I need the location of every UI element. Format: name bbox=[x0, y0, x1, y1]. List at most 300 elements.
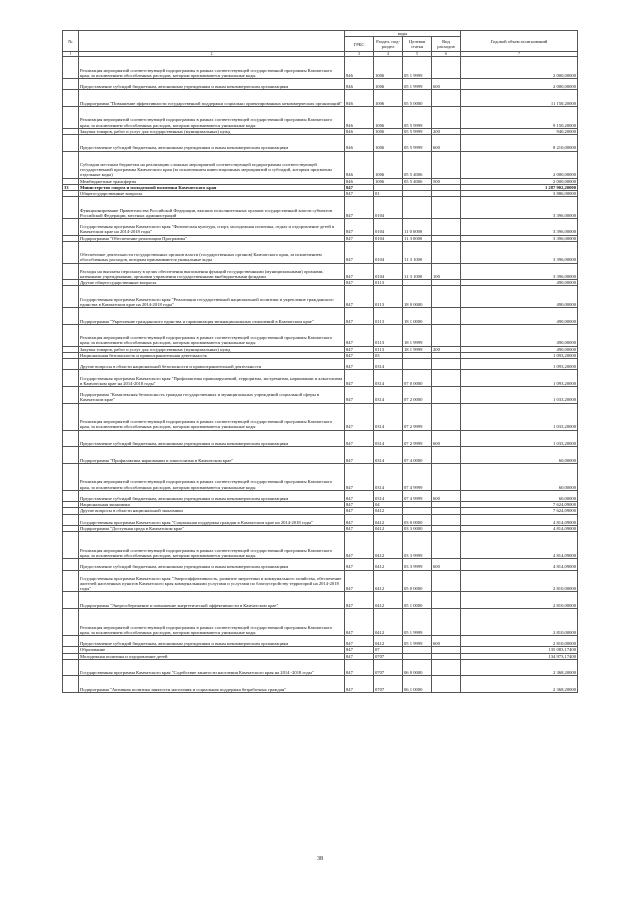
row-name: Подпрограмма "Активная политика занятости населения и социальная поддержка безработных граждан" bbox=[79, 676, 345, 693]
table-row bbox=[63, 151, 578, 178]
row-grbs: 847 bbox=[345, 352, 374, 358]
row-target-article: 05 0 0000 bbox=[403, 570, 432, 592]
row-grbs: 847 bbox=[345, 463, 374, 490]
row-number bbox=[63, 134, 79, 151]
row-razdel: 1006 bbox=[374, 90, 403, 107]
row-razdel: 0113 bbox=[374, 346, 403, 352]
row-target-article: 18 1 9999 bbox=[403, 346, 432, 352]
row-amount: 4 814,09000 bbox=[461, 514, 578, 525]
row-target-article: 11 3 0000 bbox=[403, 235, 432, 241]
row-grbs: 847 bbox=[345, 386, 374, 403]
row-name: Предоставление субсидий бюджетным, автономным учреждениям и иным некоммерческим организациям bbox=[79, 134, 345, 151]
row-target-article: 07 0 0000 bbox=[403, 370, 432, 387]
row-name: Национальная безопасность и правоохранительная деятельность bbox=[79, 352, 345, 358]
row-amount: 7 624,09000 bbox=[461, 508, 578, 514]
row-amount: 2 368,20000 bbox=[461, 659, 578, 676]
row-name: Государственная программа Камчатского края "Физическая культура, спорт, молодежная политика, отдых и оздоровление детей в Камчатском крае на 2014-2018 годы" bbox=[79, 218, 345, 235]
row-target-article: 05 5 0000 bbox=[403, 90, 432, 107]
table-row bbox=[63, 635, 578, 646]
row-razdel: 1006 bbox=[374, 151, 403, 178]
row-number bbox=[63, 241, 79, 263]
row-number bbox=[63, 358, 79, 369]
row-name: Национальная экономика bbox=[79, 502, 345, 508]
table-row bbox=[63, 358, 578, 369]
row-amount: 490,00000 bbox=[461, 324, 578, 346]
table-row bbox=[63, 490, 578, 501]
row-razdel: 0707 bbox=[374, 676, 403, 693]
row-amount: 3 396,00000 bbox=[461, 218, 578, 235]
row-amount: 2 368,20000 bbox=[461, 676, 578, 693]
row-name: Предоставление субсидий бюджетным, автономным учреждениям и иным некоммерческим организациям bbox=[79, 490, 345, 501]
row-grbs: 847 bbox=[345, 592, 374, 609]
header-grbs: ГРБС bbox=[345, 37, 374, 52]
row-amount: 3 396,00000 bbox=[461, 263, 578, 280]
row-grbs: 847 bbox=[345, 197, 374, 219]
row-target-article bbox=[403, 358, 432, 369]
table-row bbox=[63, 659, 578, 676]
row-razdel: 1006 bbox=[374, 106, 403, 128]
table-row bbox=[63, 447, 578, 464]
row-amount: 60,00000 bbox=[461, 463, 578, 490]
row-razdel: 0412 bbox=[374, 559, 403, 570]
row-amount: 490,00000 bbox=[461, 286, 578, 308]
row-name: Реализация мероприятий соответствующей подпрограммы в рамках соответствующей государственной программы Камчатского края, за исключением обособленных расходов, которым присваиваются уникальные коды bbox=[79, 403, 345, 430]
row-target-article: 05 1 9999 bbox=[403, 635, 432, 646]
row-grbs: 847 bbox=[345, 490, 374, 501]
table-row bbox=[63, 463, 578, 490]
row-razdel: 07 bbox=[374, 647, 403, 653]
row-expense-type bbox=[432, 308, 461, 325]
column-index: 6 bbox=[432, 52, 461, 57]
row-number bbox=[63, 403, 79, 430]
row-amount: 1 033,20000 bbox=[461, 430, 578, 447]
row-number bbox=[63, 197, 79, 219]
table-row bbox=[63, 134, 578, 151]
row-grbs: 846 bbox=[345, 57, 374, 79]
table-row bbox=[63, 532, 578, 559]
row-number bbox=[63, 490, 79, 501]
row-grbs: 847 bbox=[345, 241, 374, 263]
row-grbs: 847 bbox=[345, 508, 374, 514]
table-row bbox=[63, 79, 578, 90]
table-header-row-top bbox=[63, 31, 578, 37]
row-target-article: 05 1 0000 bbox=[403, 592, 432, 609]
row-number bbox=[63, 447, 79, 464]
row-razdel: 0412 bbox=[374, 525, 403, 531]
row-number bbox=[63, 532, 79, 559]
table-row bbox=[63, 430, 578, 447]
row-grbs: 847 bbox=[345, 525, 374, 531]
row-number bbox=[63, 592, 79, 609]
row-amount: 1 093,20000 bbox=[461, 358, 578, 369]
table-row bbox=[63, 559, 578, 570]
table-row bbox=[63, 324, 578, 346]
row-number bbox=[63, 386, 79, 403]
row-target-article: 07 4 0000 bbox=[403, 447, 432, 464]
row-grbs: 847 bbox=[345, 514, 374, 525]
row-number bbox=[63, 608, 79, 635]
row-grbs: 847 bbox=[345, 447, 374, 464]
row-grbs: 847 bbox=[345, 403, 374, 430]
row-grbs: 847 bbox=[345, 324, 374, 346]
column-index: 3 bbox=[345, 52, 374, 57]
table-row bbox=[63, 241, 578, 263]
row-amount: 490,00000 bbox=[461, 346, 578, 352]
row-name: Государственная программа Камчатского края "Энергоэффективность, развитие энергетики и коммунального хозяйства, обеспечение жителей населенных пунктов Камчатского края коммунальными услугами и услугами по благоустройству территорий на 2014-2018 годы" bbox=[79, 570, 345, 592]
row-expense-type bbox=[432, 324, 461, 346]
row-amount: 3 886,00000 bbox=[461, 190, 578, 196]
row-grbs: 847 bbox=[345, 608, 374, 635]
row-grbs: 847 bbox=[345, 218, 374, 235]
column-index: 7 bbox=[461, 52, 578, 57]
row-grbs: 847 bbox=[345, 190, 374, 196]
row-number bbox=[63, 635, 79, 646]
row-target-article: 05 5 9999 bbox=[403, 106, 432, 128]
row-razdel: 0314 bbox=[374, 430, 403, 447]
row-name: Предоставление субсидий бюджетным, автономным учреждениям и иным некоммерческим организациям bbox=[79, 430, 345, 447]
row-amount: 4 814,09000 bbox=[461, 559, 578, 570]
row-expense-type bbox=[432, 106, 461, 128]
header-target-article: Целевая статья bbox=[403, 37, 432, 52]
row-amount: 940,20000 bbox=[461, 128, 578, 134]
row-target-article: 07 4 9999 bbox=[403, 490, 432, 501]
row-razdel: 0113 bbox=[374, 324, 403, 346]
page-number: 38 bbox=[317, 856, 323, 862]
row-grbs: 846 bbox=[345, 128, 374, 134]
row-name: Государственная программа Камчатского края "Профилактика правонарушений, терроризма, экстремизма, наркомании и алкоголизма в Камчатском крае на 2014-2018 годы" bbox=[79, 370, 345, 387]
table-row bbox=[63, 403, 578, 430]
row-expense-type bbox=[432, 358, 461, 369]
row-number bbox=[63, 151, 79, 178]
table-row bbox=[63, 106, 578, 128]
row-target-article: 06 0 0000 bbox=[403, 659, 432, 676]
row-expense-type: 600 bbox=[432, 635, 461, 646]
row-name: Подпрограмма "Обеспечение реализации Программы" bbox=[79, 235, 345, 241]
row-name: Государственная программа Камчатского края "Реализация государственной национальной политики и укрепление гражданского единства в Камчатском крае на 2014-2018 годы" bbox=[79, 286, 345, 308]
row-expense-type bbox=[432, 592, 461, 609]
row-grbs: 847 bbox=[345, 346, 374, 352]
row-amount: 1 033,20000 bbox=[461, 403, 578, 430]
row-number bbox=[63, 90, 79, 107]
row-name: Предоставление субсидий бюджетным, автономным учреждениям и иным некоммерческим организациям bbox=[79, 79, 345, 90]
header-number: № bbox=[63, 31, 79, 52]
row-grbs: 847 bbox=[345, 502, 374, 508]
row-name: Расходы на выплаты персоналу в целях обеспечения выполнения функций государственными (муниципальными) органами, казенными учреждениями, органами управления государственными внебюджетными фондами bbox=[79, 263, 345, 280]
row-expense-type bbox=[432, 286, 461, 308]
row-grbs: 846 bbox=[345, 79, 374, 90]
row-grbs: 846 bbox=[345, 106, 374, 128]
row-target-article: 11 3 1000 bbox=[403, 241, 432, 263]
table-row bbox=[63, 57, 578, 79]
row-razdel: 0412 bbox=[374, 508, 403, 514]
row-number bbox=[63, 559, 79, 570]
row-amount: 2 000,00000 bbox=[461, 178, 578, 184]
row-razdel: 0104 bbox=[374, 218, 403, 235]
row-number bbox=[63, 263, 79, 280]
row-name: Закупка товаров, работ и услуг для государственных (муниципальных) нужд bbox=[79, 346, 345, 352]
row-amount: 11 150,20000 bbox=[461, 90, 578, 107]
row-amount: 4 814,09000 bbox=[461, 532, 578, 559]
row-amount: 490,00000 bbox=[461, 308, 578, 325]
table-row bbox=[63, 386, 578, 403]
row-number bbox=[63, 430, 79, 447]
row-target-article: 05 5 4006 bbox=[403, 178, 432, 184]
row-grbs: 847 bbox=[345, 430, 374, 447]
row-expense-type bbox=[432, 57, 461, 79]
row-amount: 8 210,00000 bbox=[461, 134, 578, 151]
row-target-article: 18 0 0000 bbox=[403, 286, 432, 308]
row-grbs: 846 bbox=[345, 134, 374, 151]
row-name: Государственная программа Камчатского края "Содействие занятости населения Камчатского края на 2014 -2018 годы" bbox=[79, 659, 345, 676]
row-grbs: 847 bbox=[345, 653, 374, 659]
row-razdel: 0104 bbox=[374, 235, 403, 241]
row-amount: 2 000,00000 bbox=[461, 79, 578, 90]
header-razdel: Раздел, под-раздел bbox=[374, 37, 403, 52]
row-name: Государственная программа Камчатского края "Социальная поддержка граждан в Камчатском крае на 2014-2018 годы" bbox=[79, 514, 345, 525]
row-target-article: 03 3 9999 bbox=[403, 559, 432, 570]
row-target-article: 11 3 1000 bbox=[403, 263, 432, 280]
row-amount: 60,00000 bbox=[461, 490, 578, 501]
row-razdel: 0412 bbox=[374, 570, 403, 592]
row-name: Подпрограмма "Укрепление гражданского единства и гармонизация межнациональных отношений в Камчатском крае" bbox=[79, 308, 345, 325]
row-expense-type bbox=[432, 514, 461, 525]
column-index: 4 bbox=[374, 52, 403, 57]
row-name: Реализация мероприятий соответствующей подпрограммы в рамках соответствующей государственной программы Камчатского края, за исключением обособленных расходов, которым присваиваются уникальные коды bbox=[79, 463, 345, 490]
row-target-article: 06 1 0000 bbox=[403, 676, 432, 693]
row-razdel: 0314 bbox=[374, 358, 403, 369]
row-number bbox=[63, 570, 79, 592]
column-index: 5 bbox=[403, 52, 432, 57]
row-target-article: 05 5 4006 bbox=[403, 151, 432, 178]
row-target-article: 03 3 9999 bbox=[403, 532, 432, 559]
row-name: Подпрограмма "Профилактика наркомании и алкоголизма в Камчатском крае" bbox=[79, 447, 345, 464]
row-razdel: 0412 bbox=[374, 635, 403, 646]
row-amount: 135 083,17400 bbox=[461, 647, 578, 653]
row-number bbox=[63, 463, 79, 490]
table-row bbox=[63, 286, 578, 308]
row-number bbox=[63, 57, 79, 79]
row-amount: 1 093,20000 bbox=[461, 370, 578, 387]
row-name: Подпрограмма "Энергосбережение и повышение энергетической эффективности в Камчатском крае" bbox=[79, 592, 345, 609]
row-amount: 2 000,00000 bbox=[461, 151, 578, 178]
row-expense-type bbox=[432, 90, 461, 107]
column-index: 2 bbox=[79, 52, 345, 57]
row-name: Реализация мероприятий соответствующей подпрограммы в рамках соответствующей государственной программы Камчатского края, за исключением обособленных расходов, которым присваиваются уникальные коды bbox=[79, 324, 345, 346]
row-amount: 4 814,09000 bbox=[461, 525, 578, 531]
row-number bbox=[63, 659, 79, 676]
table-row bbox=[63, 570, 578, 592]
row-razdel: 0412 bbox=[374, 514, 403, 525]
row-grbs: 847 bbox=[345, 659, 374, 676]
row-expense-type bbox=[432, 447, 461, 464]
table-row bbox=[63, 263, 578, 280]
row-razdel: 0314 bbox=[374, 447, 403, 464]
row-grbs: 847 bbox=[345, 263, 374, 280]
table-row bbox=[63, 514, 578, 525]
row-razdel: 01 bbox=[374, 190, 403, 196]
budget-table-page bbox=[62, 30, 578, 693]
row-target-article bbox=[403, 197, 432, 219]
row-expense-type bbox=[432, 370, 461, 387]
row-grbs: 847 bbox=[345, 280, 374, 286]
row-amount: 490,00000 bbox=[461, 280, 578, 286]
row-number bbox=[63, 676, 79, 693]
row-target-article: 18 1 9999 bbox=[403, 324, 432, 346]
row-number bbox=[63, 79, 79, 90]
row-number bbox=[63, 286, 79, 308]
row-target-article: 03 3 0000 bbox=[403, 525, 432, 531]
row-number bbox=[63, 370, 79, 387]
row-name: Подпрограмма "Комплексная безопасность граждан государственных и муниципальных учреждений социальной сферы в Камчатском крае" bbox=[79, 386, 345, 403]
row-name: Субсидии местным бюджетам на реализацию сложных мероприятий соответствующей подпрограммы соответствующей государственной программы Камчатского края (за исключением инвестиционных мероприятий и субсидий, которым присвоены отдельные коды) bbox=[79, 151, 345, 178]
row-grbs: 847 bbox=[345, 647, 374, 653]
row-razdel: 1006 bbox=[374, 134, 403, 151]
row-razdel: 0113 bbox=[374, 286, 403, 308]
row-expense-type bbox=[432, 676, 461, 693]
row-razdel: 0104 bbox=[374, 241, 403, 263]
row-amount: 2 810,00000 bbox=[461, 592, 578, 609]
row-name: Реализация мероприятий соответствующей подпрограммы в рамках соответствующей государственной программы Камчатского края, за исключением обособленных расходов, которым присваиваются уникальные коды bbox=[79, 57, 345, 79]
table-row bbox=[63, 197, 578, 219]
row-target-article: 07 4 9999 bbox=[403, 463, 432, 490]
row-grbs: 846 bbox=[345, 151, 374, 178]
row-expense-type bbox=[432, 608, 461, 635]
row-target-article: 18 1 0000 bbox=[403, 308, 432, 325]
header-codes: коды bbox=[345, 31, 461, 37]
row-grbs: 847 bbox=[345, 235, 374, 241]
row-target-article: 05 1 9999 bbox=[403, 79, 432, 90]
row-grbs: 847 bbox=[345, 570, 374, 592]
row-razdel: 0104 bbox=[374, 197, 403, 219]
row-target-article: 07 2 9999 bbox=[403, 430, 432, 447]
row-amount: 1 093,20000 bbox=[461, 352, 578, 358]
row-amount: 9 150,20000 bbox=[461, 106, 578, 128]
row-amount: 7 624,09000 bbox=[461, 502, 578, 508]
row-razdel: 03 bbox=[374, 352, 403, 358]
row-expense-type bbox=[432, 659, 461, 676]
row-amount: 3 396,00000 bbox=[461, 235, 578, 241]
row-amount: 2 810,00000 bbox=[461, 635, 578, 646]
row-razdel: 0113 bbox=[374, 308, 403, 325]
row-name: Реализация мероприятий соответствующей подпрограммы в рамках соответствующей государственной программы Камчатского края, за исключением обособленных расходов, которым присваиваются уникальные коды bbox=[79, 532, 345, 559]
table-row bbox=[63, 676, 578, 693]
row-razdel: 0314 bbox=[374, 403, 403, 430]
row-name: Общегосударственные вопросы bbox=[79, 190, 345, 196]
row-target-article: 03 0 0000 bbox=[403, 514, 432, 525]
row-amount: 3 396,00000 bbox=[461, 241, 578, 263]
row-number bbox=[63, 514, 79, 525]
row-number bbox=[63, 218, 79, 235]
row-grbs: 847 bbox=[345, 559, 374, 570]
row-grbs: 847 bbox=[345, 308, 374, 325]
row-expense-type bbox=[432, 151, 461, 178]
row-razdel: 0104 bbox=[374, 263, 403, 280]
table-body bbox=[63, 57, 578, 693]
row-expense-type bbox=[432, 386, 461, 403]
row-name: Предоставление субсидий бюджетным, автономным учреждениям и иным некоммерческим организациям bbox=[79, 635, 345, 646]
row-grbs: 847 bbox=[345, 532, 374, 559]
table-row bbox=[63, 608, 578, 635]
row-name: Подпрограмма "Повышение эффективности государственной поддержки социально ориентированных некоммерческих организаций" bbox=[79, 90, 345, 107]
row-grbs: 847 bbox=[345, 184, 374, 190]
row-name: Реализация мероприятий соответствующей подпрограммы в рамках соответствующей государственной программы Камчатского края, за исключением обособленных расходов, которым присваиваются уникальные коды bbox=[79, 106, 345, 128]
row-number: 33 bbox=[63, 184, 79, 190]
header-expense-type: Вид расходов bbox=[432, 37, 461, 52]
row-amount: 1 033,20000 bbox=[461, 386, 578, 403]
row-expense-type: 600 bbox=[432, 559, 461, 570]
row-name: Обеспечение деятельности государственных органов власти (государственных органов) Камчатского края, за исключением обособленных расходов, которым присваиваются уникальные коды bbox=[79, 241, 345, 263]
row-target-article: 05 1 9999 bbox=[403, 608, 432, 635]
row-name: Межбюджетные трансферты bbox=[79, 178, 345, 184]
row-expense-type: 500 bbox=[432, 178, 461, 184]
row-razdel: 0412 bbox=[374, 532, 403, 559]
row-grbs: 847 bbox=[345, 635, 374, 646]
budget-allocation-table bbox=[62, 30, 578, 693]
row-razdel: 04 bbox=[374, 502, 403, 508]
row-grbs: 846 bbox=[345, 178, 374, 184]
row-target-article: 05 1 9999 bbox=[403, 57, 432, 79]
row-expense-type: 600 bbox=[432, 490, 461, 501]
table-row bbox=[63, 90, 578, 107]
row-razdel: 1006 bbox=[374, 128, 403, 134]
row-amount: 60,00000 bbox=[461, 447, 578, 464]
row-name: Министерство спорта и молодежной политики Камчатского края bbox=[79, 184, 345, 190]
row-target-article: 07 2 0000 bbox=[403, 386, 432, 403]
row-razdel: 1006 bbox=[374, 57, 403, 79]
row-number bbox=[63, 308, 79, 325]
row-name: Другие общегосударственные вопросы bbox=[79, 280, 345, 286]
row-target-article: 05 5 9999 bbox=[403, 134, 432, 151]
row-name: Предоставление субсидий бюджетным, автономным учреждениям и иным некоммерческим организациям bbox=[79, 559, 345, 570]
table-row bbox=[63, 218, 578, 235]
header-annual-amount: Годовой объем ассигнований bbox=[461, 31, 578, 52]
row-grbs: 847 bbox=[345, 370, 374, 387]
row-target-article: 07 2 9999 bbox=[403, 403, 432, 430]
column-index: 1 bbox=[63, 52, 79, 57]
row-razdel: 0314 bbox=[374, 370, 403, 387]
row-amount: 2 810,00000 bbox=[461, 608, 578, 635]
row-razdel: 0314 bbox=[374, 386, 403, 403]
table-row bbox=[63, 592, 578, 609]
row-target-article: 11 0 0000 bbox=[403, 218, 432, 235]
row-amount: 2 810,00000 bbox=[461, 570, 578, 592]
row-razdel: 0314 bbox=[374, 490, 403, 501]
row-amount: 3 396,00000 bbox=[461, 197, 578, 219]
row-grbs: 847 bbox=[345, 286, 374, 308]
row-razdel: 0707 bbox=[374, 653, 403, 659]
row-amount: 134 973,17400 bbox=[461, 653, 578, 659]
row-expense-type: 200 bbox=[432, 128, 461, 134]
row-razdel: 0412 bbox=[374, 592, 403, 609]
row-razdel: 0412 bbox=[374, 608, 403, 635]
row-name: Функционирование Правительства Российской Федерации, высших исполнительных органов государственной власти субъектов Российской Федерации, местных администраций bbox=[79, 197, 345, 219]
row-expense-type bbox=[432, 241, 461, 263]
row-target-article: 05 5 9999 bbox=[403, 128, 432, 134]
row-razdel: 0707 bbox=[374, 659, 403, 676]
row-name: Образование bbox=[79, 647, 345, 653]
row-expense-type: 100 bbox=[432, 263, 461, 280]
row-grbs: 846 bbox=[345, 90, 374, 107]
row-expense-type bbox=[432, 197, 461, 219]
row-expense-type bbox=[432, 463, 461, 490]
row-name: Реализация мероприятий соответствующей подпрограммы в рамках соответствующей государственной программы Камчатского края, за исключением обособленных расходов, которым присваиваются уникальные коды bbox=[79, 608, 345, 635]
row-number bbox=[63, 324, 79, 346]
row-name: Другие вопросы в области национальной экономики bbox=[79, 508, 345, 514]
row-razdel: 1006 bbox=[374, 79, 403, 90]
row-amount: 2 000,00000 bbox=[461, 57, 578, 79]
row-expense-type: 600 bbox=[432, 134, 461, 151]
row-name: Подпрограмма "Доступная среда в Камчатском крае" bbox=[79, 525, 345, 531]
